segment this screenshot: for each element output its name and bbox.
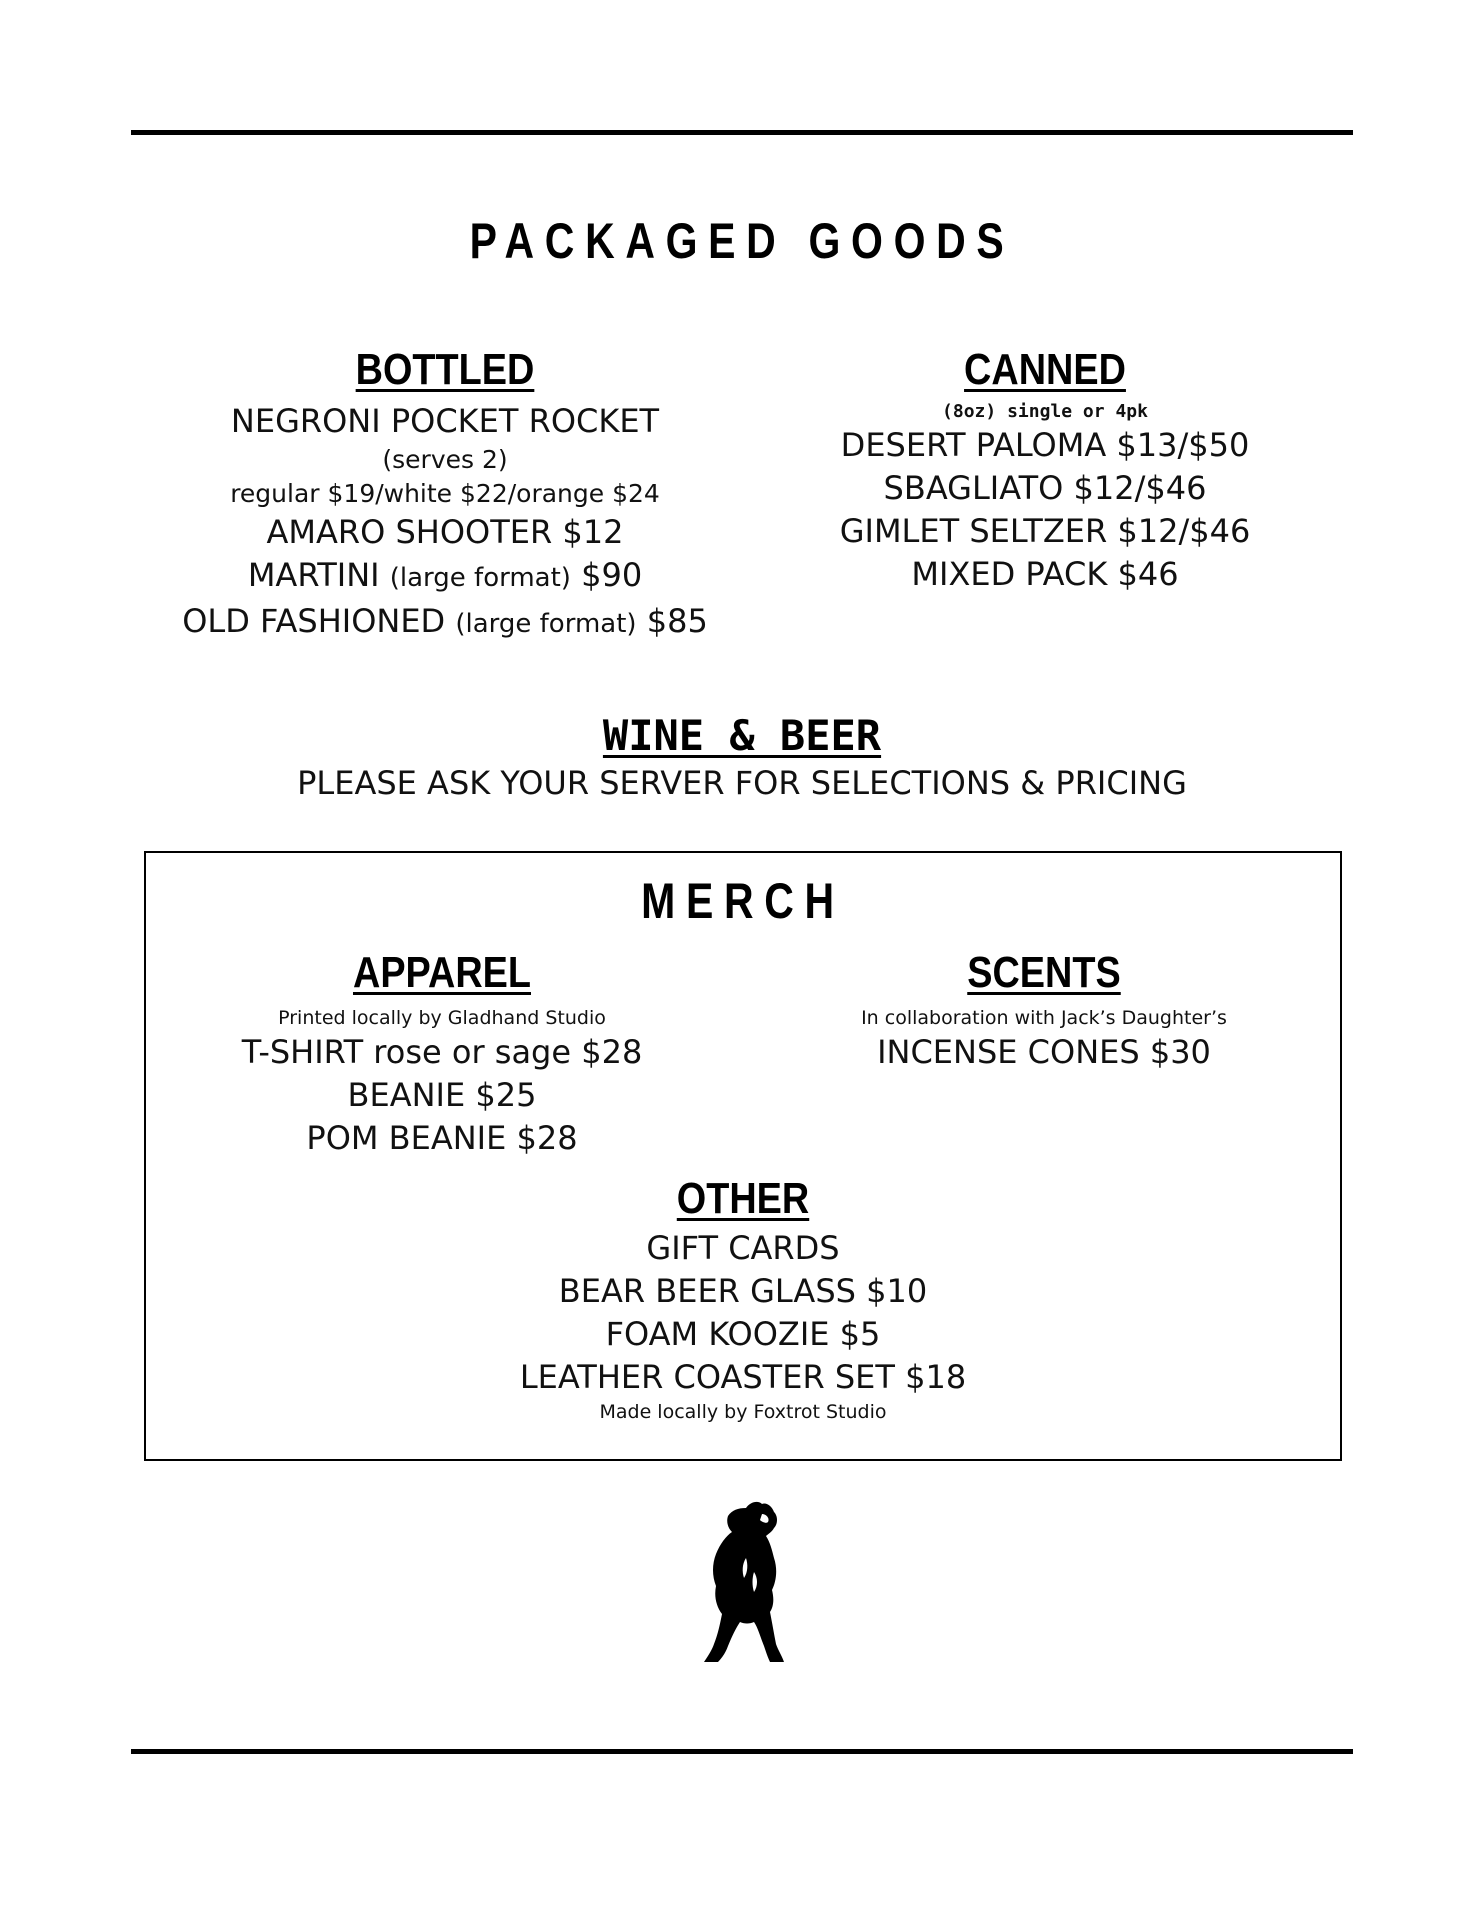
merch-title: MERCH (641, 873, 845, 929)
scents-section (734, 949, 1354, 1074)
other-item: BEAR BEER GLASS $10 (558, 1272, 928, 1310)
wine-beer-note: PLEASE ASK YOUR SERVER FOR SELECTIONS & PRICING (297, 764, 1187, 802)
canned-note: (8oz) single or 4pk (942, 401, 1148, 422)
top-divider (131, 130, 1353, 135)
canned-item: SBAGLIATO $12/$46 (883, 469, 1207, 507)
canned-item: DESERT PALOMA $13/$50 (840, 426, 1250, 464)
page-title: PACKAGED GOODS (469, 213, 1015, 269)
other-section (146, 1175, 1340, 1425)
canned-heading: CANNED (964, 345, 1126, 394)
old-fashioned-format: (large format) (455, 609, 637, 639)
canned-item: MIXED PACK $46 (911, 555, 1179, 593)
apparel-heading: APPAREL (352, 948, 531, 997)
merch-box (144, 851, 1342, 1461)
apparel-item: BEANIE $25 (347, 1076, 537, 1114)
martini-format: (large format) (389, 563, 571, 593)
apparel-note: Printed locally by Gladhand Studio (278, 1007, 606, 1029)
scents-note: In collaboration with Jack’s Daughter’s (861, 1007, 1227, 1029)
apparel-item: T-SHIRT rose or sage $28 (241, 1033, 643, 1071)
old-fashioned-item (130, 600, 760, 646)
other-note: Made locally by Foxtrot Studio (599, 1401, 887, 1423)
apparel-section (132, 949, 752, 1160)
martini-name: MARTINI (247, 556, 380, 594)
scents-heading: SCENTS (967, 948, 1121, 997)
negroni-name: NEGRONI POCKET ROCKET (230, 402, 660, 440)
negroni-serves: (serves 2) (382, 445, 508, 474)
canned-section (730, 346, 1360, 596)
old-fashioned-price: $85 (646, 602, 708, 640)
scents-item: INCENSE CONES $30 (877, 1033, 1211, 1071)
bottled-heading: BOTTLED (355, 345, 535, 394)
other-item: FOAM KOOZIE $5 (605, 1315, 881, 1353)
apparel-item: POM BEANIE $28 (306, 1119, 578, 1157)
other-item: GIFT CARDS (646, 1229, 840, 1267)
other-heading: OTHER (676, 1174, 810, 1223)
canned-item: GIMLET SELTZER $12/$46 (839, 512, 1251, 550)
martini-price: $90 (581, 556, 643, 594)
old-fashioned-name: OLD FASHIONED (182, 602, 446, 640)
bear-logo-icon (688, 1498, 798, 1670)
wine-beer-heading: WINE & BEER (602, 711, 882, 760)
other-item: LEATHER COASTER SET $18 (519, 1358, 967, 1396)
bottom-divider (131, 1749, 1353, 1754)
bottled-section (130, 346, 760, 646)
amaro-shooter: AMARO SHOOTER $12 (266, 513, 624, 551)
martini-item (130, 554, 760, 600)
wine-beer-section (0, 712, 1484, 805)
negroni-pricing: regular $19/white $22/orange $24 (230, 479, 660, 508)
